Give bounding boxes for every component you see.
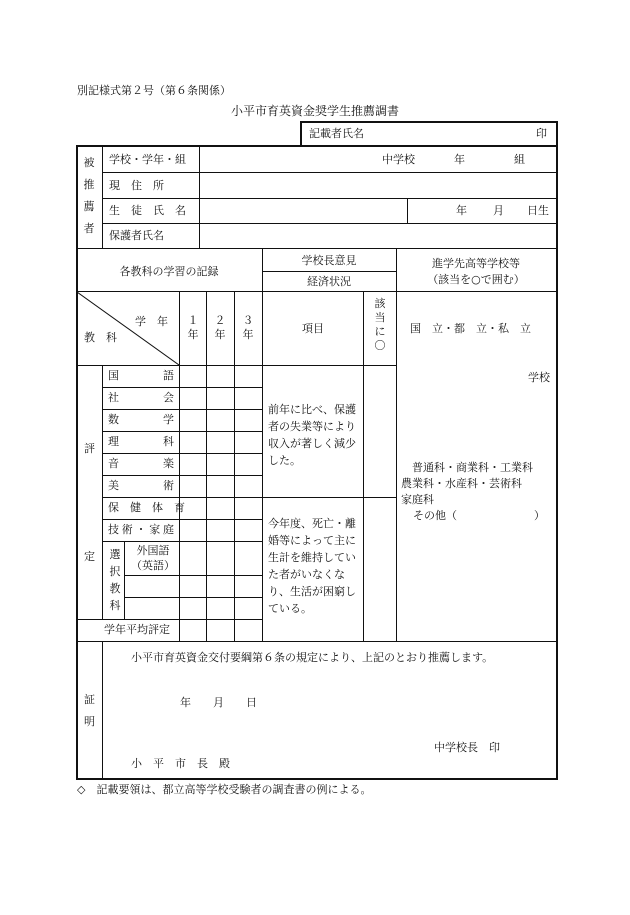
subject-art: 美 術 — [108, 479, 174, 492]
opinion-item-2: 今年度、死亡・離婚等によって主に生計を維持していた者がいなくなり、生活が困窮している。 — [268, 517, 356, 615]
writer-seal: 印 — [536, 127, 547, 140]
form-title: 小平市育英資金奨学生推薦調書 — [230, 104, 399, 118]
principal-seal: 中学校長 印 — [434, 741, 500, 754]
certification-label-top: 証 — [84, 693, 95, 706]
course-options-1: 普通科・商業科・工業科 — [412, 461, 533, 474]
subject-japanese: 国 語 — [108, 369, 174, 382]
student-name-label: 生 徒 氏 名 — [109, 204, 186, 217]
certification-date: 年 月 日 — [180, 696, 257, 709]
eval-label-bottom: 定 — [84, 550, 95, 563]
certification-label-bottom: 明 — [84, 715, 95, 728]
year2-header: ２年 — [214, 314, 226, 341]
subject-pe: 保 健 体 育 — [108, 501, 185, 514]
class-suffix: 組 — [514, 153, 525, 166]
nominee-group-label: 被推薦者 — [83, 156, 95, 235]
school-suffix: 中学校 — [382, 153, 415, 166]
course-options-3: 家庭科 — [401, 493, 434, 506]
foreign-language-label: 外国語（英語） — [131, 544, 175, 572]
grades-section-title: 各教科の学習の記録 — [119, 265, 219, 278]
subject-music: 音 楽 — [108, 457, 174, 470]
subject-header: 教 科 — [84, 331, 117, 344]
item-header: 項目 — [302, 322, 324, 335]
destination-note: （該当を○で囲む） — [427, 273, 525, 286]
course-options-other: その他（ ） — [413, 509, 545, 522]
writer-label: 記載者氏名 — [309, 127, 364, 140]
principal-opinion-title: 学校長意見 — [301, 254, 357, 267]
course-options-2: 農業科・水産科・芸術科 — [401, 477, 522, 490]
subject-science: 理 科 — [108, 435, 174, 448]
school-grade-class-label: 学校・学年・組 — [109, 153, 186, 166]
school-type-options: 国 立・都 立・私 立 — [410, 322, 531, 335]
subject-social: 社 会 — [108, 391, 174, 404]
form-number: 別記様式第２号（第６条関係） — [77, 84, 231, 97]
footnote: ◇ 記載要領は、都立高等学校受験者の調査書の例による。 — [77, 783, 372, 796]
year-suffix: 年 — [454, 153, 465, 166]
addressee: 小 平 市 長 殿 — [131, 757, 230, 770]
elective-label: 選択教科 — [109, 548, 121, 612]
destination-school-suffix: 学校 — [528, 371, 550, 384]
applicable-header: 該当に〇 — [374, 297, 386, 352]
birth-month-suffix: 月 — [493, 204, 504, 217]
average-label: 学年平均評定 — [104, 623, 170, 636]
guardian-name-label: 保護者氏名 — [109, 229, 164, 242]
address-label: 現 住 所 — [109, 179, 164, 192]
birth-year-suffix: 年 — [456, 204, 467, 217]
eval-label-top: 評 — [84, 442, 95, 455]
grade-header: 学 年 — [135, 315, 168, 328]
year1-header: １年 — [187, 314, 199, 341]
certification-statement: 小平市育英資金交付要綱第６条の規定により、上記のとおり推薦します。 — [131, 651, 494, 664]
subject-tech-home: 技術・家庭 — [108, 523, 174, 536]
birth-day-suffix: 日生 — [527, 204, 549, 217]
destination-title: 進学先高等学校等 — [432, 257, 520, 270]
economic-status-label: 経済状況 — [307, 275, 351, 288]
year3-header: ３年 — [242, 314, 254, 341]
subject-math: 数 学 — [108, 413, 174, 426]
opinion-item-1: 前年に比べ、保護者の失業等により収入が著しく減少した。 — [268, 403, 356, 467]
